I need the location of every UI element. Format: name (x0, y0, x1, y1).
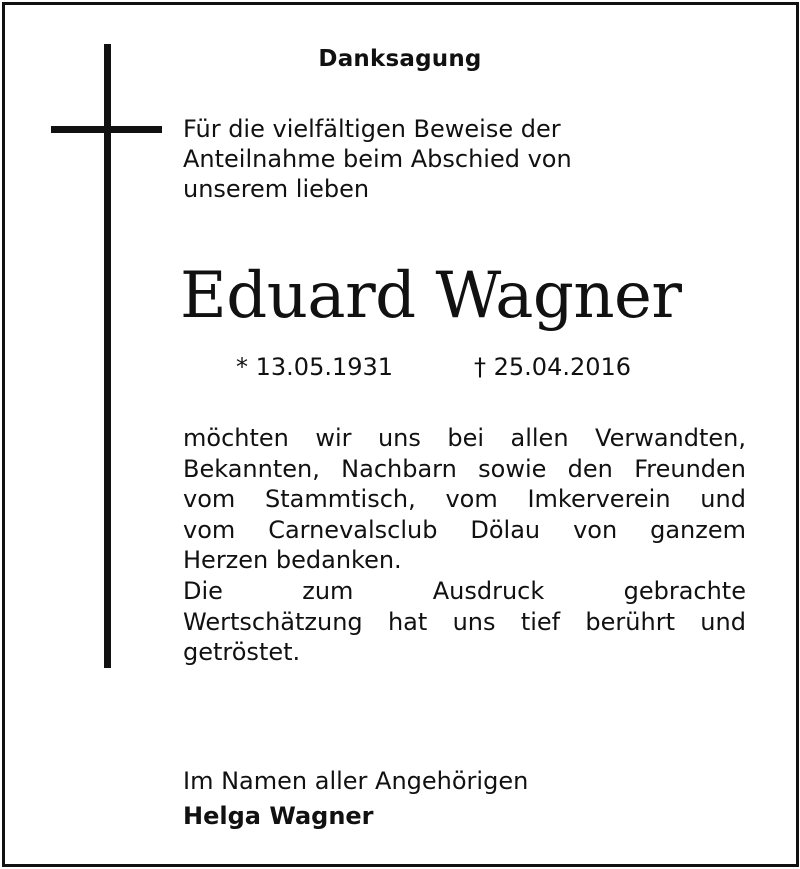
body-word: berührt (585, 607, 675, 636)
body-word: vom (445, 485, 498, 514)
body-word: Herzen bedanken. (183, 546, 402, 575)
notice-heading: Danksagung (318, 46, 482, 72)
body-word: Stammtisch, (265, 485, 416, 514)
body-word: Bekannten, (183, 454, 320, 483)
body-line (183, 607, 746, 638)
death-date: † 25.04.2016 (474, 353, 632, 381)
body-word: Verwandten, (595, 424, 746, 452)
body-word: Imkerverein (527, 485, 671, 514)
body-word: Freunden (634, 454, 746, 483)
deceased-name: Eduard Wagner (180, 259, 682, 333)
body-line (183, 454, 746, 485)
body-word: hat (387, 607, 428, 636)
body-line (183, 545, 746, 576)
body-word: vom (183, 515, 236, 544)
body-word: gebrachte (623, 576, 746, 605)
body-line (183, 484, 746, 515)
intro-line: unserem lieben (183, 175, 370, 203)
intro-line: Anteilnahme beim Abschied von (183, 145, 572, 173)
body-word: den (567, 454, 613, 483)
body-word: und (700, 607, 746, 636)
body-word: Dölau (470, 515, 541, 544)
body-text (183, 423, 746, 668)
body-word: vom (183, 485, 236, 514)
body-line (183, 637, 746, 668)
intro-text (183, 114, 743, 204)
closing-line: Im Namen aller Angehörigen (183, 767, 529, 795)
cross-icon-vertical-bar (104, 44, 111, 668)
body-line (183, 576, 746, 607)
body-word: allen (510, 424, 569, 452)
body-word: Ausdruck (432, 576, 545, 605)
body-word: Carnevalsclub (268, 515, 438, 544)
body-line (183, 423, 746, 454)
body-word: uns (377, 424, 421, 452)
body-word: Wertschätzung (183, 607, 363, 636)
body-line (183, 515, 746, 546)
birth-date: * 13.05.1931 (236, 353, 394, 381)
body-word: Nachbarn (341, 454, 457, 483)
body-word: getröstet. (183, 638, 301, 667)
body-word: Die (183, 576, 223, 605)
body-word: möchten (183, 424, 289, 452)
body-word: uns (452, 607, 496, 636)
intro-line: Für die vielfältigen Beweise der (183, 115, 561, 143)
body-word: sowie (478, 454, 547, 483)
body-word: bei (447, 424, 485, 452)
body-word: von (573, 515, 618, 544)
body-word: ganzem (650, 515, 746, 544)
body-word: wir (315, 424, 352, 452)
cross-icon-horizontal-bar (51, 126, 162, 133)
signature: Helga Wagner (183, 802, 374, 830)
body-word: zum (302, 576, 354, 605)
body-word: tief (520, 607, 561, 636)
body-word: und (700, 485, 746, 514)
